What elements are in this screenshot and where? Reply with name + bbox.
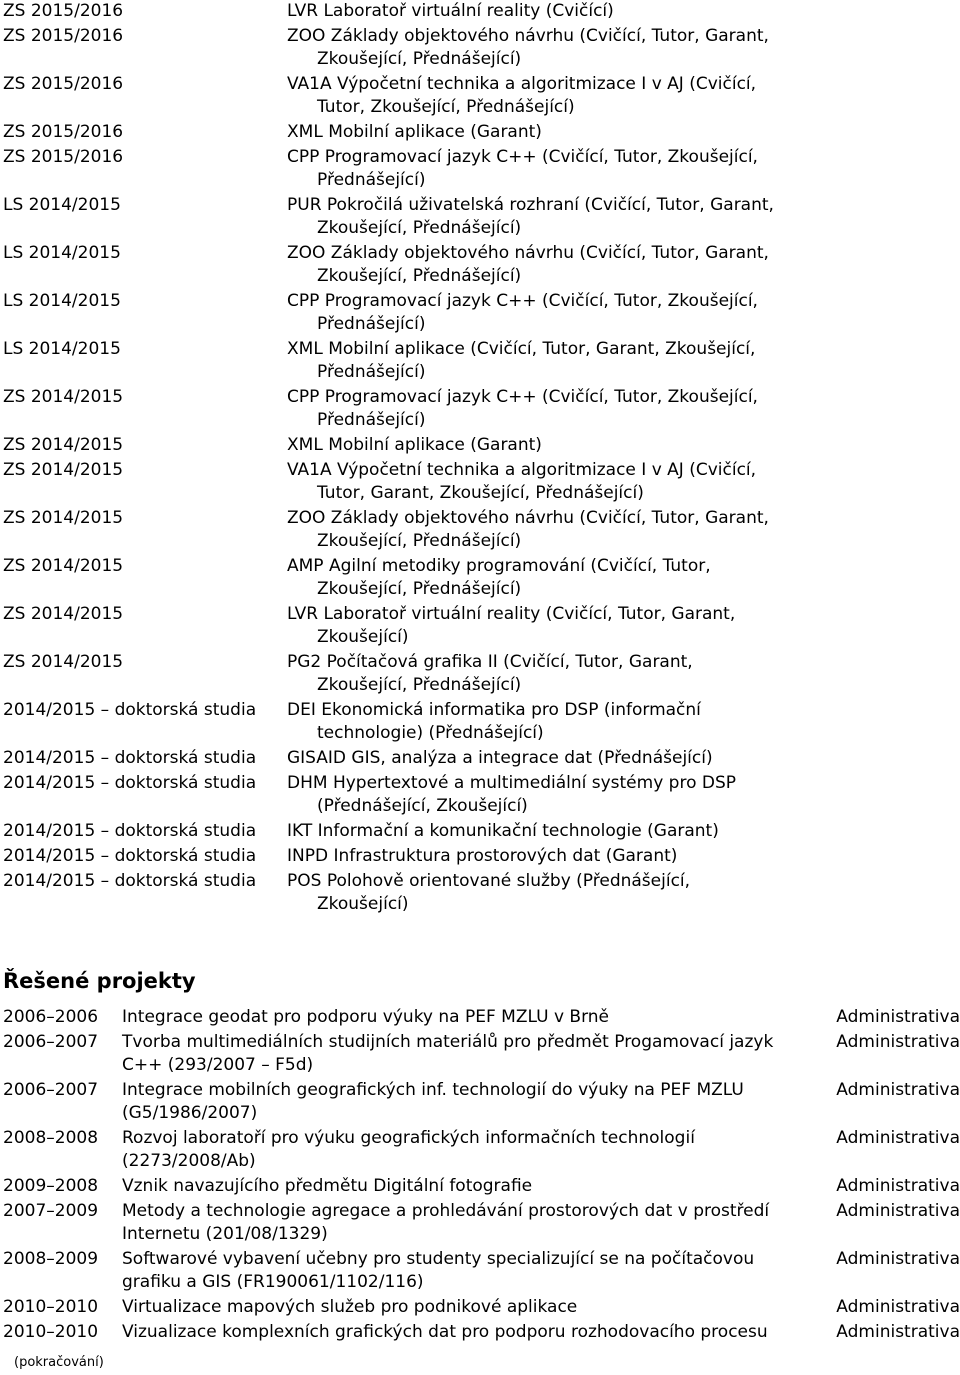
teaching-course: PUR Pokročilá uživatelská rozhraní (Cvičící, Tutor, Garant, Zkoušející, Přednášející) — [287, 195, 774, 238]
projects-list — [0, 1006, 960, 1346]
teaching-semester: ZS 2015/2016 — [3, 147, 124, 167]
project-years: 2006–2007 — [3, 1080, 99, 1100]
project-row — [0, 1079, 960, 1125]
project-row — [0, 1200, 960, 1246]
teaching-row — [0, 290, 960, 336]
project-role: Administrativa — [836, 1007, 960, 1027]
teaching-row — [0, 603, 960, 649]
project-years: 2010–2010 — [3, 1322, 99, 1342]
teaching-row — [0, 25, 960, 71]
teaching-course: GISAID GIS, analýza a integrace dat (Přednášející) — [287, 748, 713, 768]
project-years: 2009–2008 — [3, 1176, 99, 1196]
teaching-semester: LS 2014/2015 — [3, 243, 121, 263]
teaching-semester: 2014/2015 – doktorská studia — [3, 821, 257, 841]
teaching-row — [0, 386, 960, 432]
project-title: Integrace geodat pro podporu výuky na PEF MZLU v Brně — [122, 1007, 610, 1027]
teaching-row — [0, 870, 960, 916]
project-row — [0, 1175, 960, 1198]
project-row — [0, 1296, 960, 1319]
teaching-row — [0, 699, 960, 745]
project-role: Administrativa — [836, 1032, 960, 1052]
teaching-course: CPP Programovací jazyk C++ (Cvičící, Tutor, Zkoušející, Přednášející) — [287, 291, 758, 334]
teaching-row — [0, 194, 960, 240]
project-title: Integrace mobilních geografických inf. technologií do výuky na PEF MZLU (G5/1986/2007) — [122, 1080, 744, 1123]
teaching-row — [0, 555, 960, 601]
project-role: Administrativa — [836, 1080, 960, 1100]
teaching-row — [0, 146, 960, 192]
teaching-row — [0, 459, 960, 505]
project-title: Virtualizace mapových služeb pro podnikové aplikace — [122, 1297, 578, 1317]
teaching-semester: ZS 2015/2016 — [3, 1, 124, 21]
teaching-semester: 2014/2015 – doktorská studia — [3, 773, 257, 793]
teaching-semester: LS 2014/2015 — [3, 195, 121, 215]
teaching-course: POS Polohově orientované služby (Přednášející, Zkoušející) — [287, 871, 691, 914]
teaching-semester: ZS 2015/2016 — [3, 74, 124, 94]
project-role: Administrativa — [836, 1322, 960, 1342]
teaching-course: XML Mobilní aplikace (Garant) — [287, 122, 542, 142]
project-role: Administrativa — [836, 1128, 960, 1148]
teaching-semester: ZS 2014/2015 — [3, 556, 124, 576]
teaching-semester: ZS 2014/2015 — [3, 387, 124, 407]
continued-note: (pokračování) — [14, 1355, 104, 1370]
teaching-course: PG2 Počítačová grafika II (Cvičící, Tutor, Garant, Zkoušející, Přednášející) — [287, 652, 693, 695]
teaching-semester: ZS 2014/2015 — [3, 435, 124, 455]
project-row — [0, 1248, 960, 1294]
project-title: Metody a technologie agregace a prohledávání prostorových dat v prostředí Internetu (201/08/1329) — [122, 1201, 770, 1244]
teaching-row — [0, 747, 960, 770]
teaching-course: CPP Programovací jazyk C++ (Cvičící, Tutor, Zkoušející, Přednášející) — [287, 147, 758, 190]
projects-heading: Řešené projekty — [3, 969, 196, 993]
teaching-row — [0, 73, 960, 119]
teaching-row — [0, 121, 960, 144]
teaching-course: AMP Agilní metodiky programování (Cvičící, Tutor, Zkoušející, Přednášející) — [287, 556, 711, 599]
project-row — [0, 1006, 960, 1029]
project-years: 2006–2006 — [3, 1007, 99, 1027]
teaching-row — [0, 0, 960, 23]
teaching-row — [0, 845, 960, 868]
teaching-course: LVR Laboratoř virtuální reality (Cvičící) — [287, 1, 614, 21]
teaching-course: IKT Informační a komunikační technologie (Garant) — [287, 821, 719, 841]
project-title: Rozvoj laboratoří pro výuku geografických informačních technologií (2273/2008/Ab) — [122, 1128, 695, 1171]
teaching-course: ZOO Základy objektového návrhu (Cvičící, Tutor, Garant, Zkoušející, Přednášející) — [287, 508, 769, 551]
teaching-course: VA1A Výpočetní technika a algoritmizace I v AJ (Cvičící, Tutor, Garant, Zkoušející, Přednášející) — [287, 460, 757, 503]
project-row — [0, 1031, 960, 1077]
project-title: Softwarové vybavení učebny pro studenty specializující se na počítačovou grafiku a GIS (FR190061/1102/116) — [122, 1249, 755, 1292]
teaching-semester: ZS 2015/2016 — [3, 26, 124, 46]
teaching-semester: ZS 2014/2015 — [3, 652, 124, 672]
project-years: 2008–2009 — [3, 1249, 99, 1269]
teaching-course: XML Mobilní aplikace (Cvičící, Tutor, Garant, Zkoušející, Přednášející) — [287, 339, 756, 382]
project-title: Vznik navazujícího předmětu Digitální fotografie — [122, 1176, 533, 1196]
teaching-semester: ZS 2015/2016 — [3, 122, 124, 142]
teaching-semester: 2014/2015 – doktorská studia — [3, 748, 257, 768]
project-role: Administrativa — [836, 1297, 960, 1317]
teaching-course: LVR Laboratoř virtuální reality (Cvičící, Tutor, Garant, Zkoušející) — [287, 604, 736, 647]
project-row — [0, 1127, 960, 1173]
project-years: 2007–2009 — [3, 1201, 99, 1221]
project-row — [0, 1321, 960, 1344]
project-title: Vizualizace komplexních grafických dat pro podporu rozhodovacího procesu — [122, 1322, 768, 1342]
teaching-row — [0, 242, 960, 288]
teaching-row — [0, 820, 960, 843]
project-role: Administrativa — [836, 1201, 960, 1221]
teaching-row — [0, 651, 960, 697]
teaching-row — [0, 434, 960, 457]
project-role: Administrativa — [836, 1249, 960, 1269]
teaching-course: DHM Hypertextové a multimediální systémy pro DSP (Přednášející, Zkoušející) — [287, 773, 737, 816]
teaching-semester: LS 2014/2015 — [3, 339, 121, 359]
teaching-course: CPP Programovací jazyk C++ (Cvičící, Tutor, Zkoušející, Přednášející) — [287, 387, 758, 430]
teaching-semester: LS 2014/2015 — [3, 291, 121, 311]
project-role: Administrativa — [836, 1176, 960, 1196]
project-years: 2006–2007 — [3, 1032, 99, 1052]
project-years: 2010–2010 — [3, 1297, 99, 1317]
teaching-semester: 2014/2015 – doktorská studia — [3, 700, 257, 720]
teaching-course: XML Mobilní aplikace (Garant) — [287, 435, 542, 455]
teaching-row — [0, 507, 960, 553]
teaching-semester: ZS 2014/2015 — [3, 604, 124, 624]
teaching-course: INPD Infrastruktura prostorových dat (Garant) — [287, 846, 678, 866]
teaching-course: VA1A Výpočetní technika a algoritmizace I v AJ (Cvičící, Tutor, Zkoušející, Přednášející) — [287, 74, 757, 117]
teaching-course: DEI Ekonomická informatika pro DSP (informační technologie) (Přednášející) — [287, 700, 701, 743]
project-title: Tvorba multimediálních studijních materiálů pro předmět Progamovací jazyk C++ (293/2007 – F5d) — [122, 1032, 774, 1075]
teaching-semester: 2014/2015 – doktorská studia — [3, 846, 257, 866]
teaching-semester: ZS 2014/2015 — [3, 508, 124, 528]
teaching-row — [0, 772, 960, 818]
project-years: 2008–2008 — [3, 1128, 99, 1148]
teaching-semester: 2014/2015 – doktorská studia — [3, 871, 257, 891]
teaching-course: ZOO Základy objektového návrhu (Cvičící, Tutor, Garant, Zkoušející, Přednášející) — [287, 26, 769, 69]
teaching-row — [0, 338, 960, 384]
teaching-semester: ZS 2014/2015 — [3, 460, 124, 480]
teaching-course: ZOO Základy objektového návrhu (Cvičící, Tutor, Garant, Zkoušející, Přednášející) — [287, 243, 769, 286]
